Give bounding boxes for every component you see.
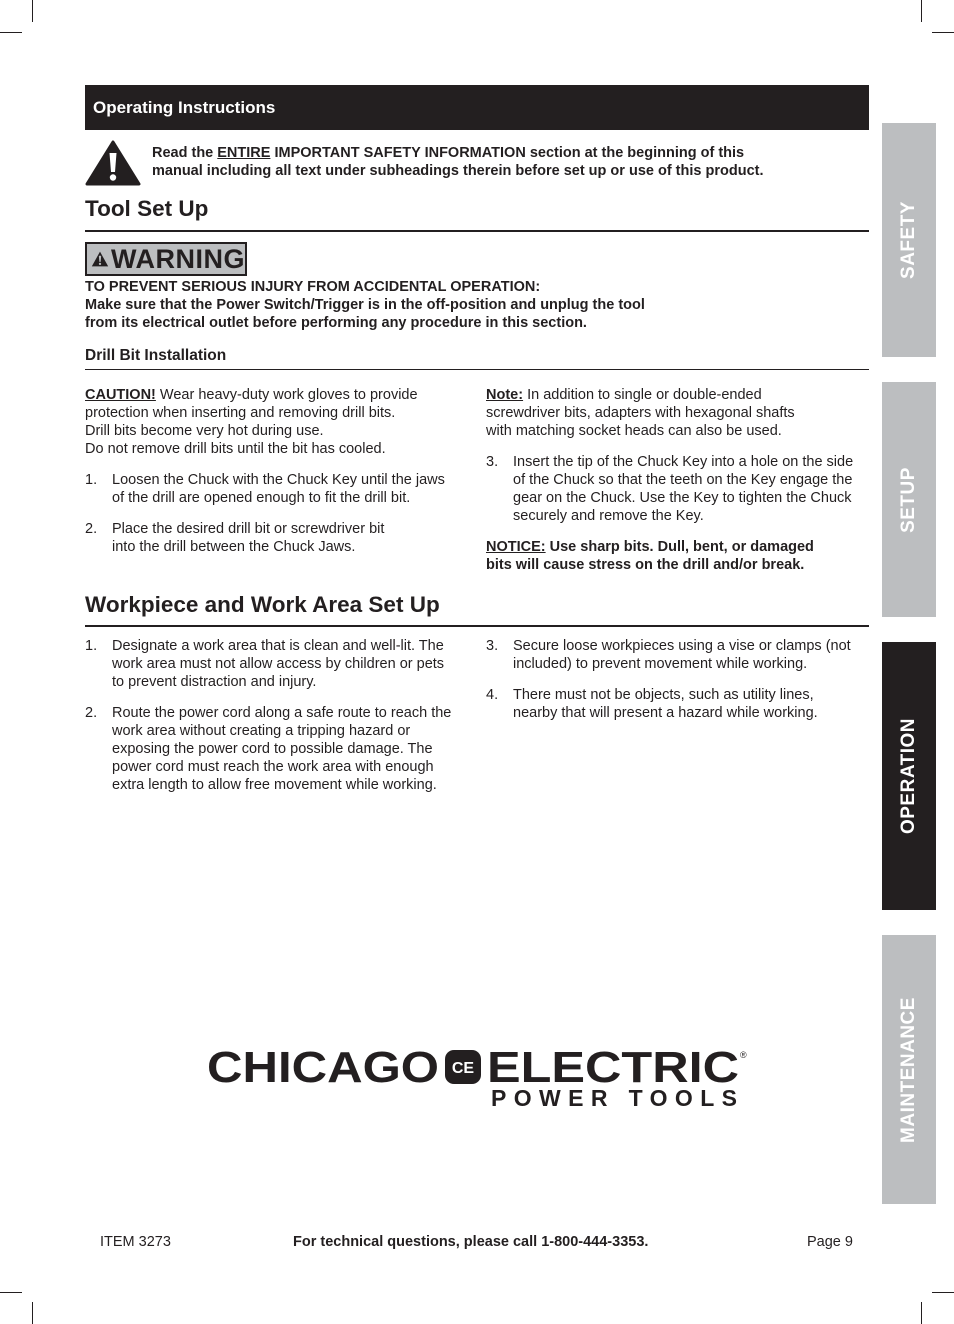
notice-label: NOTICE: [486,539,546,555]
logo-brand-right: ELECTRIC [487,1043,739,1092]
crop-mark [932,32,954,33]
crop-mark [921,1302,922,1324]
caution-text: protection when inserting and removing drill bits. [85,405,396,421]
list-text: Insert the tip of the Chuck Key into a hole on the side of the Chuck so that the teeth on the Key engage the gear on the Chuck. Use the Key to tighten the Chuck securely and remove the Key. [513,454,854,524]
chicago-electric-logo [205,1040,750,1115]
tab-operation[interactable] [882,642,936,910]
footer-support-text: For technical questions, please call 1-800-444-3353. [293,1234,649,1250]
logo-brand-left: CHICAGO [207,1043,439,1092]
section-header-bar [85,85,869,130]
safety-notice-emphasis: ENTIRE [217,145,271,161]
logo-subtitle: POWER TOOLS [491,1085,737,1111]
tab-label: MAINTENANCE [898,996,920,1143]
notice-paragraph [486,538,858,574]
list-number: 3. [486,638,499,654]
list-item [85,637,453,691]
warning-triangle-icon [91,249,109,269]
caution-text: Drill bits become very hot during use. [85,423,324,439]
warning-badge [85,242,247,276]
list-text: Designate a work area that is clean and well-lit. The work area must not allow access by children or pets to prevent distraction and injury. [112,638,445,690]
caution-text: Wear heavy-duty work gloves to provide [155,387,418,403]
logo-mark: CE [451,1060,475,1077]
tab-label: SETUP [898,466,920,533]
warning-triangle-icon [85,140,141,186]
list-number: 1. [85,638,98,654]
list-text-line: into the drill between the Chuck Jaws. [112,539,356,555]
note-paragraph [486,386,858,440]
safety-notice-prefix: Read the [152,145,218,161]
tab-label: OPERATION [898,717,920,835]
logo-registered: ® [740,1050,747,1060]
list-number: 1. [85,472,98,488]
warning-label: WARNING [111,243,245,274]
tool-setup-rule [85,230,869,232]
list-item [486,453,858,525]
caution-text: Do not remove drill bits until the bit has cooled. [85,441,386,457]
caution-paragraph [85,386,460,458]
crop-mark [0,32,22,33]
list-text: Secure loose workpieces using a vise or clamps (not included) to prevent movement while working. [513,638,851,672]
safety-notice [85,140,869,188]
drill-bit-subheading: Drill Bit Installation [85,347,227,364]
subheading-rule [85,369,869,370]
list-item [85,704,453,794]
list-text [112,520,460,556]
caution-label: CAUTION! [85,387,156,403]
list-item [85,520,460,556]
footer-page-number: Page 9 [807,1234,853,1250]
note-text: with matching socket heads can also be used. [486,423,782,439]
crop-mark [921,0,922,22]
workpiece-rule [85,625,869,627]
section-header-title: Operating Instructions [93,98,276,117]
note-text: screwdriver bits, adapters with hexagonal shafts [486,405,795,421]
tab-maintenance[interactable] [882,935,936,1204]
crop-mark [32,1302,33,1324]
tool-setup-title: Tool Set Up [85,196,209,221]
tab-setup[interactable] [882,382,936,617]
list-text: There must not be objects, such as utility lines, nearby that will present a hazard while working. [513,687,818,721]
safety-notice-line1: IMPORTANT SAFETY INFORMATION section at the beginning of this [270,145,745,161]
tool-setup-left-column [85,386,460,569]
footer-item-number: ITEM 3273 [100,1234,171,1250]
list-text: Loosen the Chuck with the Chuck Key until the jaws of the drill are opened enough to fit the drill bit. [112,472,445,506]
list-text: Route the power cord along a safe route to reach the work area without creating a tripping hazard or exposing the power cord to possible damage. The power cord must reach the work area with enough extra length to allow free movement while working. [112,705,452,793]
note-text: In addition to single or double-ended [523,387,762,403]
list-number: 3. [486,454,499,470]
list-item [486,686,858,722]
safety-notice-line2: manual including all text under subheadings therein before set up or use of this product. [152,163,764,179]
notice-text: Use sharp bits. Dull, bent, or damaged [545,539,814,555]
warning-line: Make sure that the Power Switch/Trigger is in the off-position and unplug the tool [85,297,645,313]
notice-text: bits will cause stress on the drill and/or break. [486,557,805,573]
note-label: Note: [486,387,524,403]
workpiece-right-column [486,637,858,735]
list-number: 2. [85,705,98,721]
warning-line: TO PREVENT SERIOUS INJURY FROM ACCIDENTAL OPERATION: [85,279,541,295]
safety-notice-text [152,144,764,180]
workpiece-left-column [85,637,453,807]
list-item [85,471,460,507]
crop-mark [932,1292,954,1293]
crop-mark [0,1292,22,1293]
warning-text [85,278,645,332]
tab-label: SAFETY [898,201,920,279]
list-number: 2. [85,521,98,537]
list-item [486,637,858,673]
crop-mark [32,0,33,22]
warning-line: from its electrical outlet before performing any procedure in this section. [85,315,587,331]
tab-safety[interactable] [882,123,936,357]
workpiece-title: Workpiece and Work Area Set Up [85,592,440,617]
tool-setup-right-column [486,386,858,587]
list-text-line: Place the desired drill bit or screwdriver bit [112,521,385,537]
list-number: 4. [486,687,499,703]
